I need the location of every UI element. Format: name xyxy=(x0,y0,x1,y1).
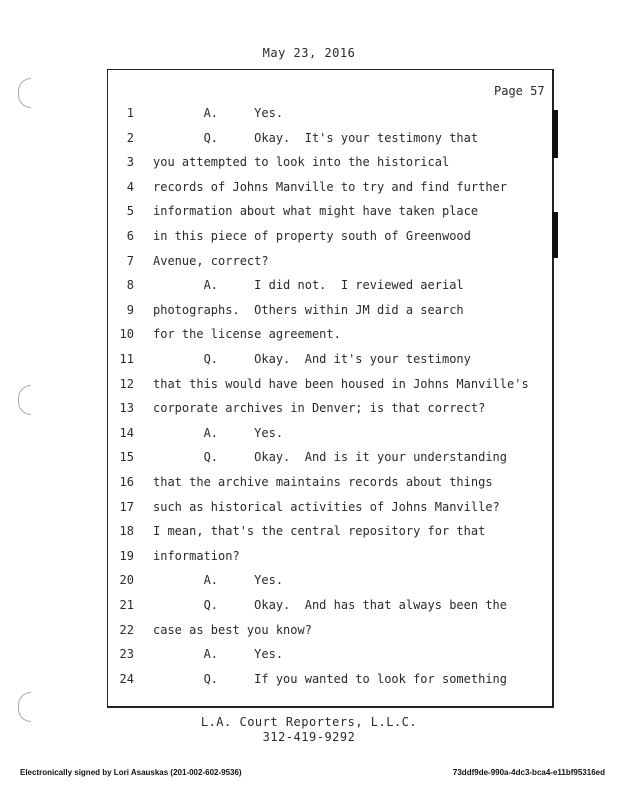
line-text: I mean, that's the central repository for that xyxy=(153,524,486,539)
transcript-date: May 23, 2016 xyxy=(262,46,356,60)
line-number: 10 xyxy=(119,327,134,342)
transcript-line xyxy=(0,598,618,618)
transcript-line xyxy=(0,377,618,397)
line-number: 22 xyxy=(119,622,134,637)
line-text: Avenue, correct? xyxy=(153,253,269,268)
transcript-line xyxy=(0,278,618,298)
line-number: 13 xyxy=(119,401,134,416)
transcript-line xyxy=(0,401,618,421)
electronic-signature-note: Electronically signed by Lori Asauskas (201-002-602-9536) xyxy=(20,768,242,777)
transcript-line xyxy=(0,229,618,249)
line-text: Q. Okay. And it's your testimony xyxy=(153,352,471,366)
transcript-line xyxy=(0,647,618,667)
transcript-line xyxy=(0,426,618,446)
line-number: 20 xyxy=(119,573,134,588)
transcript-line xyxy=(0,500,618,520)
line-number: 17 xyxy=(119,499,134,514)
transcript-line xyxy=(0,549,618,569)
line-text: that this would have been housed in Johns Manville's xyxy=(153,376,529,391)
transcript-line xyxy=(0,450,618,470)
line-text: photographs. Others within JM did a search xyxy=(153,302,464,317)
line-number: 21 xyxy=(119,598,134,612)
reporter-phone: 312-419-9292 xyxy=(262,730,356,744)
line-number: 4 xyxy=(126,179,134,194)
line-number: 19 xyxy=(119,548,134,563)
line-text: Q. Okay. It's your testimony that xyxy=(153,130,479,145)
line-text: information about what might have taken place xyxy=(153,204,479,219)
line-number: 11 xyxy=(119,352,134,366)
transcript-line xyxy=(0,204,618,224)
line-number: 7 xyxy=(126,253,134,268)
line-text: Q. If you wanted to look for something xyxy=(153,671,508,686)
line-number: 12 xyxy=(119,376,134,391)
line-text: you attempted to look into the historical xyxy=(153,155,450,170)
transcript-line xyxy=(0,623,618,643)
document-hash: 73ddf9de-990a-4dc3-bca4-e11bf95316ed xyxy=(452,768,605,777)
line-text: A. I did not. I reviewed aerial xyxy=(153,278,464,293)
line-text: for the license agreement. xyxy=(153,327,341,342)
line-number: 24 xyxy=(119,671,134,686)
line-number: 23 xyxy=(119,647,134,662)
line-text: A. Yes. xyxy=(153,106,284,120)
page-number: Page 57 xyxy=(494,84,545,98)
line-text: A. Yes. xyxy=(153,573,284,588)
line-number: 16 xyxy=(119,475,134,489)
transcript-line xyxy=(0,106,618,126)
line-text: records of Johns Manville to try and find further xyxy=(153,179,508,194)
line-number: 8 xyxy=(126,278,134,293)
punch-hole-top xyxy=(18,78,31,108)
transcript-line xyxy=(0,155,618,175)
line-number: 3 xyxy=(126,155,134,170)
transcript-line xyxy=(0,573,618,593)
line-text: case as best you know? xyxy=(153,622,312,637)
line-text: that the archive maintains records about things xyxy=(153,475,493,489)
reporter-company: L.A. Court Reporters, L.L.C. xyxy=(200,715,418,729)
line-text: A. Yes. xyxy=(153,647,284,662)
transcript-line xyxy=(0,672,618,692)
line-text: Q. Okay. And has that always been the xyxy=(153,598,508,612)
transcript-line xyxy=(0,254,618,274)
line-number: 9 xyxy=(126,302,134,317)
transcript-line xyxy=(0,131,618,151)
line-number: 2 xyxy=(126,130,134,145)
transcript-line xyxy=(0,475,618,495)
line-text: corporate archives in Denver; is that correct? xyxy=(153,401,486,416)
transcript-line xyxy=(0,352,618,372)
line-number: 1 xyxy=(126,106,134,120)
line-text: in this piece of property south of Greenwood xyxy=(153,229,471,243)
line-text: A. Yes. xyxy=(153,425,284,440)
line-text: Q. Okay. And is it your understanding xyxy=(153,450,508,465)
line-text: information? xyxy=(153,548,240,563)
transcript-line xyxy=(0,327,618,347)
line-number: 6 xyxy=(126,229,134,243)
transcript-line xyxy=(0,180,618,200)
line-number: 5 xyxy=(126,204,134,219)
line-number: 18 xyxy=(119,524,134,539)
line-number: 14 xyxy=(119,425,134,440)
transcript-line xyxy=(0,303,618,323)
line-text: such as historical activities of Johns Manville? xyxy=(153,499,500,514)
line-number: 15 xyxy=(119,450,134,465)
transcript-line xyxy=(0,524,618,544)
